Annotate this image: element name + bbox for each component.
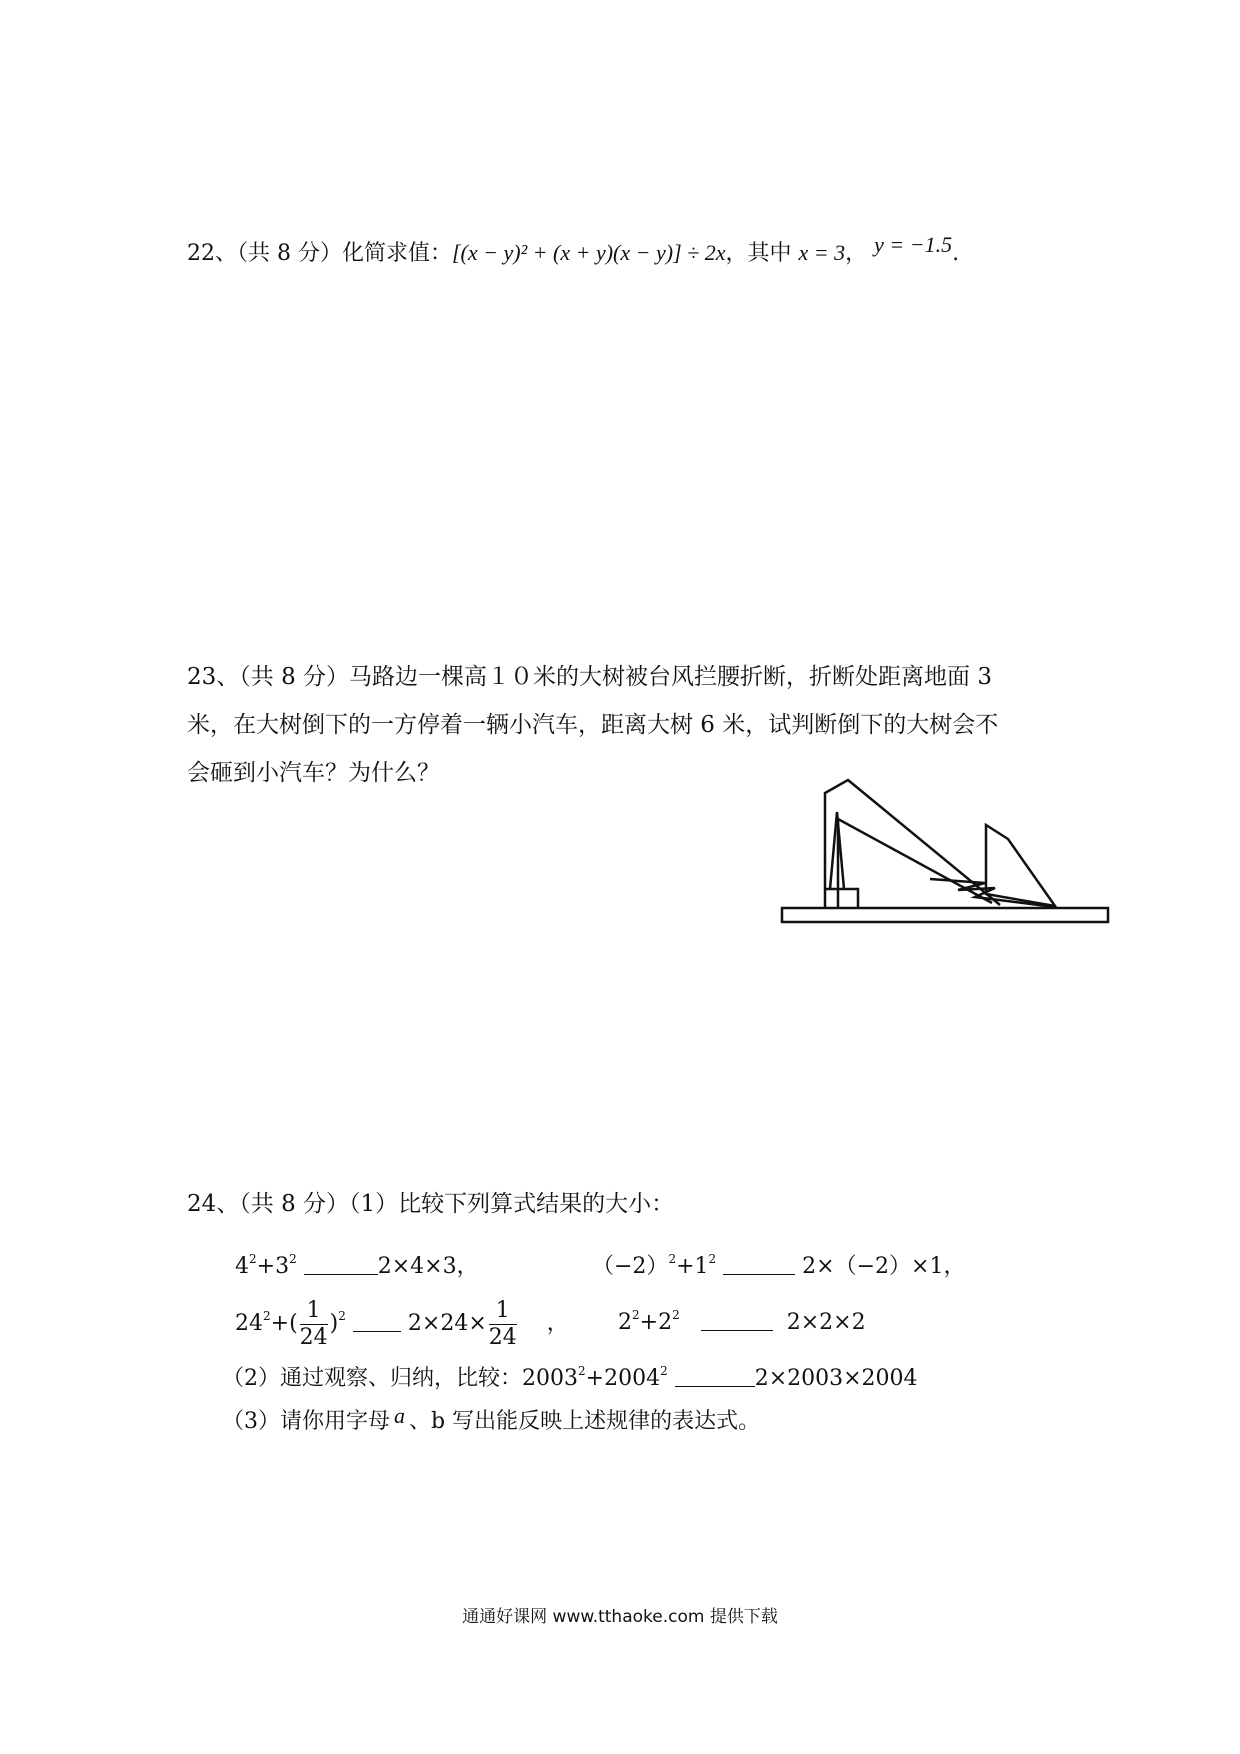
row1-right-base: （−2） <box>592 1254 669 1279</box>
sup: 2 <box>632 1308 640 1322</box>
row2-left-c: ) <box>329 1311 339 1336</box>
part2-b: +2004 <box>585 1366 661 1391</box>
sup: 2 <box>668 1252 677 1266</box>
q24-row1-right <box>592 1244 965 1282</box>
part3-letter-a: a <box>394 1403 405 1428</box>
row1-right-rhs: 2×（−2）×1， <box>802 1254 966 1279</box>
part2-a: （2）通过观察、归纳，比较：2003 <box>222 1366 578 1391</box>
sup: 2 <box>672 1308 680 1322</box>
answer-blank-3[interactable] <box>353 1313 401 1332</box>
sup: 2 <box>338 1309 346 1323</box>
frac-denominator: 24 <box>299 1324 328 1350</box>
q24-row1-left <box>235 1244 479 1282</box>
q22-end: . <box>952 241 960 266</box>
row2-right-base: 2 <box>618 1310 632 1335</box>
sup: 2 <box>263 1309 271 1323</box>
page-footer: 通通好课网 www.tthaoke.com 提供下载 <box>462 1607 778 1627</box>
question-23-line-1: 23、（共 8 分）马路边一棵高１０米的大树被台风拦腰折断，折断处距离地面 3 <box>187 664 992 690</box>
car-shape <box>986 825 1055 906</box>
q22-x-value: x = 3 <box>798 240 846 265</box>
q22-y-value: y = −1.5 <box>874 232 953 257</box>
row2-right-rhs: 2×2×2 <box>786 1310 866 1335</box>
question-23-line-2: 米，在大树倒下的一方停着一辆小汽车，距离大树 6 米，试判断倒下的大树会不 <box>187 712 999 738</box>
answer-blank-5[interactable] <box>675 1368 755 1387</box>
q24-part-3 <box>222 1403 761 1437</box>
q24-row2-right <box>618 1300 866 1338</box>
question-23-line-3: 会砸到小汽车？为什么？ <box>187 760 440 786</box>
broken-tree-figure <box>780 775 1120 935</box>
q22-where: ，其中 <box>725 241 792 266</box>
row2-left-base: 24 <box>235 1311 263 1336</box>
part3-a: （3）请你用字母 <box>222 1409 390 1434</box>
tree-trunk <box>825 889 858 908</box>
row1-right-b: +1 <box>676 1254 709 1279</box>
q22-label: 22、（共 8 分）化简求值： <box>187 241 452 266</box>
frac-numerator: 1 <box>489 1298 517 1325</box>
fraction-1-over-24-rhs <box>489 1298 517 1351</box>
row2-right-b: +2 <box>639 1310 673 1335</box>
sup: 2 <box>289 1252 297 1266</box>
part3-b: 、b 写出能反映上述规律的表达式。 <box>409 1409 761 1434</box>
q22-sep: ， <box>845 241 868 266</box>
question-22 <box>187 232 960 269</box>
sup: 2 <box>660 1364 668 1378</box>
frac-numerator: 1 <box>300 1298 328 1325</box>
row2-left-rhs: 2×24× <box>407 1311 487 1336</box>
row1-left-b: +3 <box>256 1254 290 1279</box>
answer-blank-1[interactable] <box>304 1256 378 1275</box>
q24-row2-left <box>235 1286 569 1354</box>
ground-bar <box>782 908 1108 922</box>
q22-expression: [(x − y)² + (x + y)(x − y)] ÷ 2x <box>451 240 726 265</box>
row1-left-base: 4 <box>235 1254 249 1279</box>
tree-inner <box>838 819 992 908</box>
question-24-title: 24、（共 8 分）（1）比较下列算式结果的大小： <box>187 1191 675 1217</box>
answer-blank-4[interactable] <box>701 1312 773 1331</box>
part2-rhs: 2×2003×2004 <box>754 1366 918 1391</box>
answer-blank-2[interactable] <box>723 1256 795 1275</box>
fraction-1-over-24 <box>300 1298 328 1351</box>
sup: 2 <box>249 1252 257 1266</box>
q24-part-2 <box>222 1356 918 1394</box>
frac-denominator: 24 <box>488 1324 517 1350</box>
sup: 2 <box>578 1364 586 1378</box>
row1-left-rhs: 2×4×3， <box>377 1254 479 1279</box>
row2-comma: ， <box>546 1311 569 1336</box>
sup: 2 <box>708 1252 717 1266</box>
row2-left-b: +( <box>270 1311 298 1336</box>
